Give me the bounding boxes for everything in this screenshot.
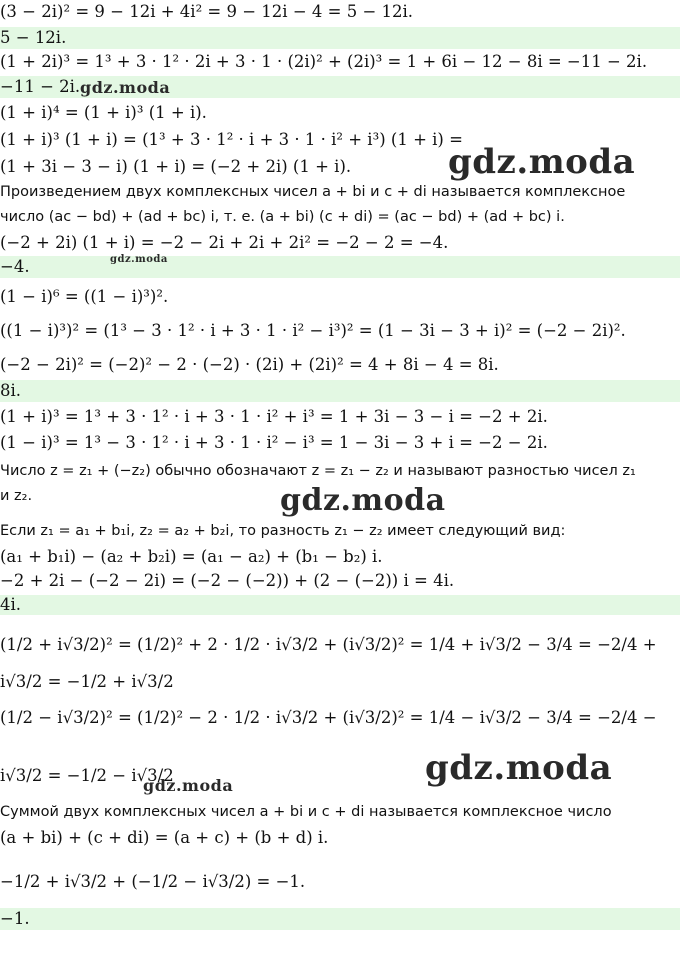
watermark-logo: gdz.moda — [448, 142, 636, 182]
watermark-logo: gdz.moda — [280, 483, 446, 518]
answer-line: 8i. — [0, 380, 680, 402]
answer-line: −4. — [0, 256, 680, 278]
math-line: (1 − i)³ = 1³ − 3 · 1² · i + 3 · 1 · i² − i³ = 1 − 3i − 3 + i = −2 − 2i. — [0, 433, 548, 452]
watermark-logo: gdz.moda — [110, 254, 168, 265]
math-line: (1 + i)⁴ = (1 + i)³ (1 + i). — [0, 103, 207, 122]
watermark-logo: gdz.moda — [80, 78, 171, 97]
math-line: (1 + 3i − 3 − i) (1 + i) = (−2 + 2i) (1 + i). — [0, 157, 352, 176]
explanation-line: Число z = z₁ + (−z₂) обычно обозначают z = z₁ − z₂ и называют разностью чисел z₁ — [0, 463, 636, 479]
math-line: ((1 − i)³)² = (1³ − 3 · 1² · i + 3 · 1 · i² − i³)² = (1 − 3i − 3 + i)² = (−2 − 2i)². — [0, 321, 626, 340]
math-line: (1 + 2i)³ = 1³ + 3 · 1² · 2i + 3 · 1 · (2i)² + (2i)³ = 1 + 6i − 12 − 8i = −11 − 2i. — [0, 52, 648, 71]
math-line: (1 + i)³ = 1³ + 3 · 1² · i + 3 · 1 · i² + i³ = 1 + 3i − 3 − i = −2 + 2i. — [0, 407, 548, 426]
math-line: (1/2 − i√3/2)² = (1/2)² − 2 · 1/2 · i√3/2 + (i√3/2)² = 1/4 − i√3/2 − 3/4 = −2/4 − — [0, 708, 657, 727]
explanation-line: Суммой двух комплексных чисел a + bi и c + di называется комплексное число — [0, 804, 612, 820]
answer-line: 5 − 12i. — [0, 27, 680, 49]
math-line: i√3/2 = −1/2 − i√3/2 — [0, 766, 174, 785]
watermark-logo: gdz.moda — [425, 748, 613, 788]
answer-line: −1. — [0, 908, 680, 930]
answer-line: −11 − 2i. — [0, 76, 680, 98]
watermark-logo: gdz.moda — [143, 776, 234, 795]
explanation-line: и z₂. — [0, 488, 33, 504]
math-line: −1/2 + i√3/2 + (−1/2 − i√3/2) = −1. — [0, 872, 306, 891]
answer-line: 4i. — [0, 595, 680, 615]
explanation-line: число (ac − bd) + (ad + bc) i, т. е. (a + bi) (c + di) = (ac − bd) + (ad + bc) i. — [0, 209, 565, 225]
math-line: (1 + i)³ (1 + i) = (1³ + 3 · 1² · i + 3 · 1 · i² + i³) (1 + i) = — [0, 130, 463, 149]
math-line: (a + bi) + (c + di) = (a + c) + (b + d) i. — [0, 828, 329, 847]
math-line: (3 − 2i)² = 9 − 12i + 4i² = 9 − 12i − 4 = 5 − 12i. — [0, 2, 414, 21]
math-line: (−2 + 2i) (1 + i) = −2 − 2i + 2i + 2i² = −2 − 2 = −4. — [0, 233, 449, 252]
explanation-line: Если z₁ = a₁ + b₁i, z₂ = a₂ + b₂i, то разность z₁ − z₂ имеет следующий вид: — [0, 523, 566, 539]
math-line: i√3/2 = −1/2 + i√3/2 — [0, 672, 174, 691]
math-line: (a₁ + b₁i) − (a₂ + b₂i) = (a₁ − a₂) + (b₁ − b₂) i. — [0, 547, 383, 566]
math-line: −2 + 2i − (−2 − 2i) = (−2 − (−2)) + (2 − (−2)) i = 4i. — [0, 571, 455, 590]
explanation-line: Произведением двух комплексных чисел a + bi и c + di называется комплексное — [0, 184, 626, 200]
math-line: (1 − i)⁶ = ((1 − i)³)². — [0, 287, 169, 306]
math-line: (−2 − 2i)² = (−2)² − 2 · (−2) · (2i) + (2i)² = 4 + 8i − 4 = 8i. — [0, 355, 499, 374]
math-line: (1/2 + i√3/2)² = (1/2)² + 2 · 1/2 · i√3/2 + (i√3/2)² = 1/4 + i√3/2 − 3/4 = −2/4 + — [0, 635, 657, 654]
